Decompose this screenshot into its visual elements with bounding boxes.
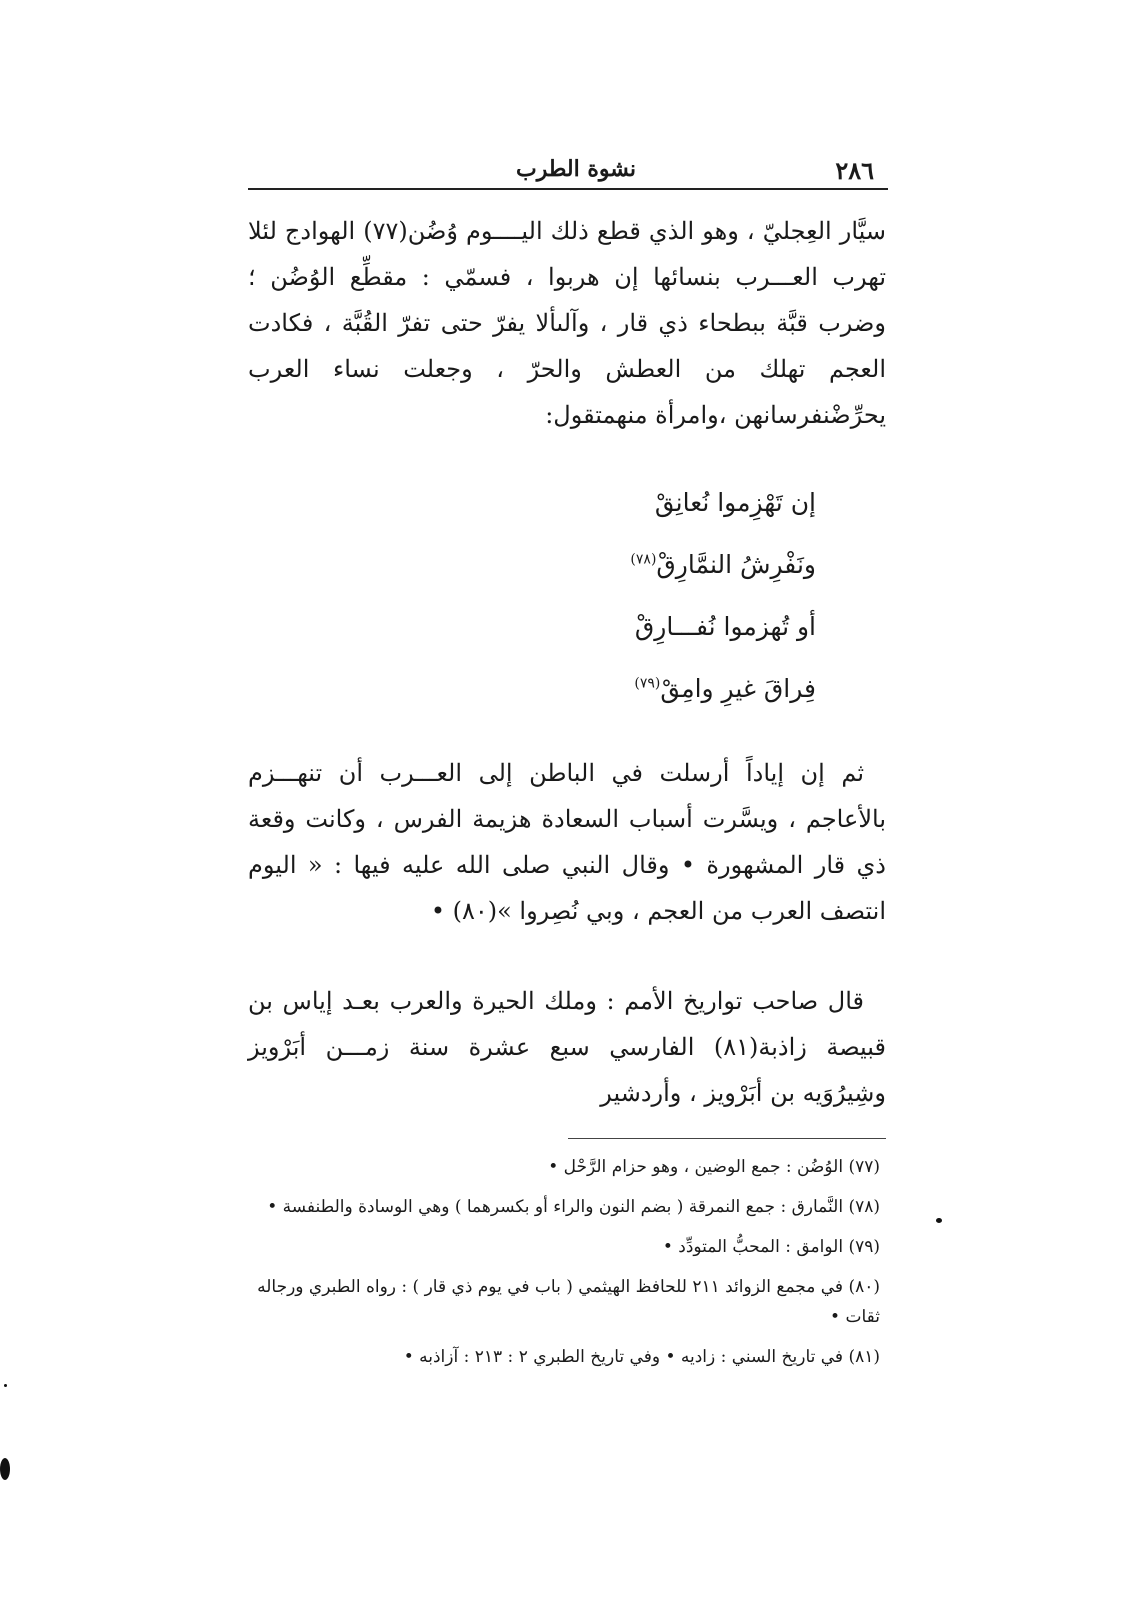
header-rule xyxy=(248,188,888,190)
footnote-separator xyxy=(568,1138,886,1139)
verse-text: إن تَهْزِموا نُعانِقْ xyxy=(654,488,816,517)
paragraph-3: قال صاحب تواريخ الأمم : وملك الحيرة والعرب بعـد إياس بن قبيصة زاذبة(٨١) الفارسي سبع عشرة سنة زمـــن أبَرْويز وشِيرُوَيه بن أبَرْويز ، وأردشير xyxy=(248,987,886,1107)
footnote-80: (٨٠) في مجمع الزوائد ٢١١ للحافظ الهيثمي ( باب في يوم ذي قار ) : رواه الطبري ورجاله ثقات • xyxy=(257,1277,880,1327)
verse-footnote-mark: (٧٨) xyxy=(630,551,657,568)
verse-line-1 xyxy=(655,488,816,517)
footnote-79: (٧٩) الوامق : المحبُّ المتودِّد • xyxy=(662,1237,880,1257)
scan-speck xyxy=(0,1458,10,1480)
verse-line-4 xyxy=(634,674,816,703)
running-title: نشوة الطرب xyxy=(515,156,636,182)
verse-text: ونَفْرِشُ النمَّارِقْ xyxy=(656,550,816,579)
verse-text: أو تُهزموا نُفـــارِقْ xyxy=(634,612,816,641)
paragraph-2: ثم إن إياداً أرسلت في الباطن إلى العـــرب أن تنهـــزم بالأعاجم ، ويسَّرت أسباب السعادة هزيمة الفرس ، وكانت وقعة ذي قار المشهورة • وقال النبي صلى الله عليه فيها : « اليوم انتصف العرب من العجم ، وبي نُصِروا »(٨٠) • xyxy=(248,759,886,925)
verse-footnote-mark: (٧٩) xyxy=(634,675,661,692)
footnote-81: (٨١) في تاريخ السني : زاديه • وفي تاريخ الطبري ٢ : ٢١٣ : آزاذبه • xyxy=(403,1347,880,1367)
scan-speck xyxy=(4,1384,7,1387)
scan-speck xyxy=(936,1218,942,1223)
verse-text: فِراقَ غيرِ وامِقْ xyxy=(660,674,816,703)
footnotes xyxy=(248,1152,888,1382)
footnote-78: (٧٨) النَّمارق : جمع النمرقة ( بضم النون والراء أو بكسرهما ) وهي الوسادة والطنفسة • xyxy=(267,1197,880,1217)
verse-line-3 xyxy=(635,612,816,641)
page-number: ٢٨٦ xyxy=(835,156,874,185)
page-header xyxy=(250,152,886,188)
verse-line-2 xyxy=(630,550,816,579)
paragraph-1: سيَّار العِجليّ ، وهو الذي قطع ذلك اليــــوم وُضُن(٧٧) الهوادج لئلا تهرب العـــرب بنسائها إن هربوا ، فسمّي : مقطِّع الوُضُن ؛ وضرب قبَّة ببطحاء ذي قار ، وآلىألا يفرّ حتى تفرّ القُبَّة ، فكادت العجم تهلك من العطش والحرّ ، وجعلت نساء العرب يحرِّضْنفرسانهن ،وامرأة منهمتقول: xyxy=(248,217,886,429)
footnote-77: (٧٧) الوُضُن : جمع الوضين ، وهو حزام الرَّحْل • xyxy=(548,1157,880,1177)
